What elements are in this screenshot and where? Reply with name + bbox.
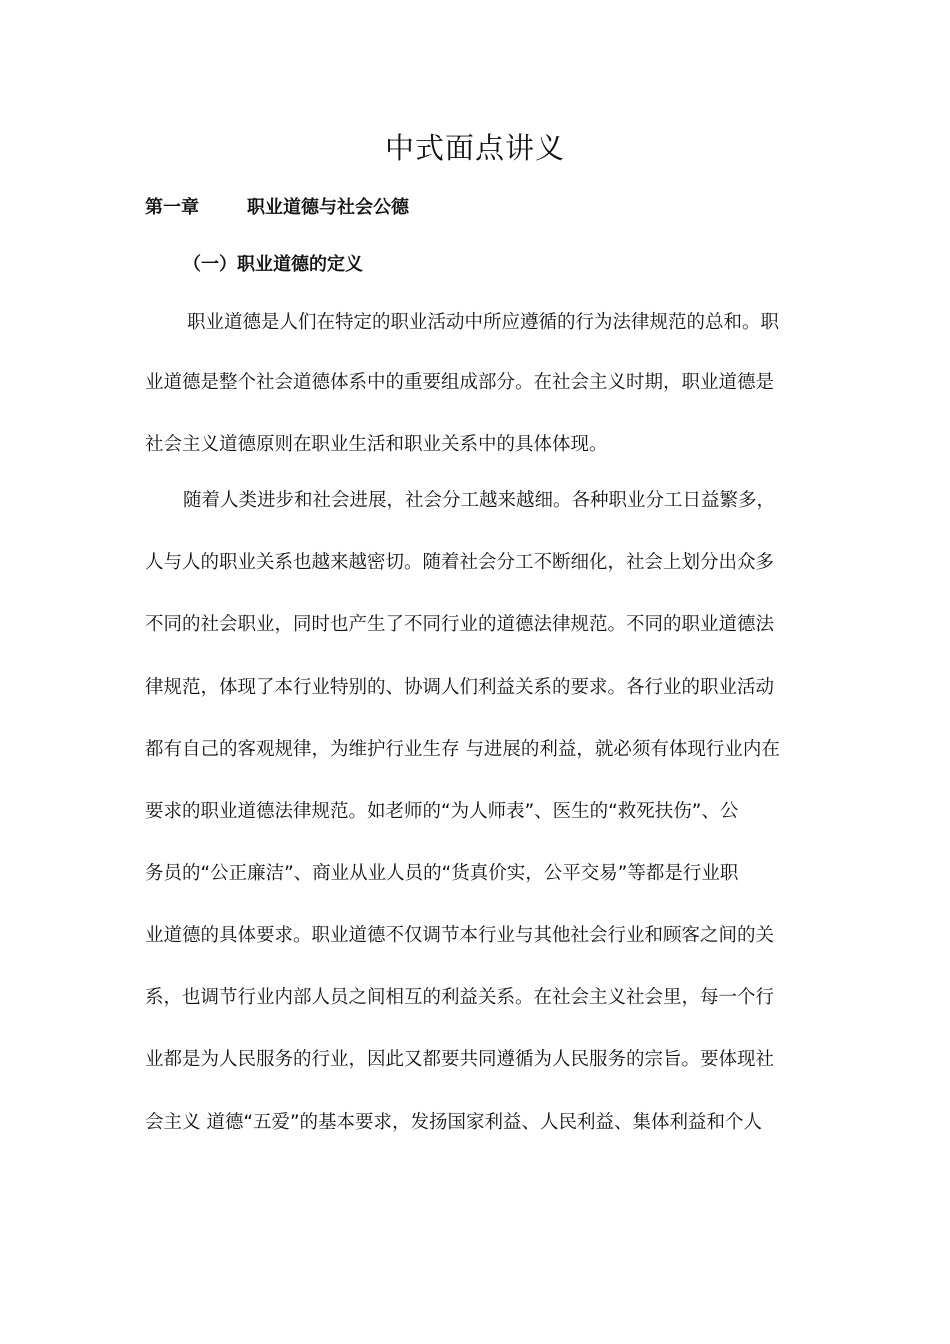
paragraph-line: 要求的职业道德法律规范。如老师的“为人师表”、医生的“救死扶伤”、公 bbox=[145, 801, 739, 822]
paragraph-line: 会主义 道德“五爱”的基本要求，发扬国家利益、人民利益、集体利益和个人 bbox=[145, 1112, 763, 1133]
paragraph-line: 系，也调节行业内部人员之间相互的利益关系。在社会主义社会里，每一个行 bbox=[145, 987, 775, 1008]
document-title: 中式面点讲义 bbox=[384, 131, 565, 165]
paragraph-line: 社会主义道德原则在职业生活和职业关系中的具体体现。 bbox=[145, 434, 608, 455]
chapter-heading bbox=[145, 195, 409, 221]
paragraph-line: 务员的“公正廉洁”、商业从业人员的“货真价实，公平交易”等都是行业职 bbox=[145, 863, 739, 884]
paragraph-line: 都有自己的客观规律，为维护行业生存 与进展的利益，就必须有体现行业内在 bbox=[145, 739, 780, 760]
paragraph-line: 随着人类进步和社会进展，社会分工越来越细。各种职业分工日益繁多， bbox=[183, 490, 776, 511]
paragraph-line: 职业道德是人们在特定的职业活动中所应遵循的行为法律规范的总和。职 bbox=[187, 312, 780, 333]
paragraph-line: 人与人的职业关系也越来越密切。随着社会分工不断细化，社会上划分出众多 bbox=[145, 552, 775, 573]
paragraph-line: 业道德是整个社会道德体系中的重要组成部分。在社会主义时期，职业道德是 bbox=[145, 372, 775, 393]
paragraph-line: 不同的社会职业，同时也产生了不同行业的道德法律规范。不同的职业道德法 bbox=[145, 614, 775, 635]
paragraph-line: 业都是为人民服务的行业，因此又都要共同遵循为人民服务的宗旨。要体现社 bbox=[145, 1049, 775, 1070]
paragraph-line: 业道德的具体要求。职业道德不仅调节本行业与其他社会行业和顾客之间的关 bbox=[145, 925, 775, 946]
chapter-number: 第一章 bbox=[145, 197, 199, 218]
section-heading: （一）职业道德的定义 bbox=[183, 254, 363, 275]
chapter-title: 职业道德与社会公德 bbox=[247, 197, 409, 218]
paragraph-line: 律规范，体现了本行业特别的、协调人们利益关系的要求。各行业的职业活动 bbox=[145, 677, 775, 698]
